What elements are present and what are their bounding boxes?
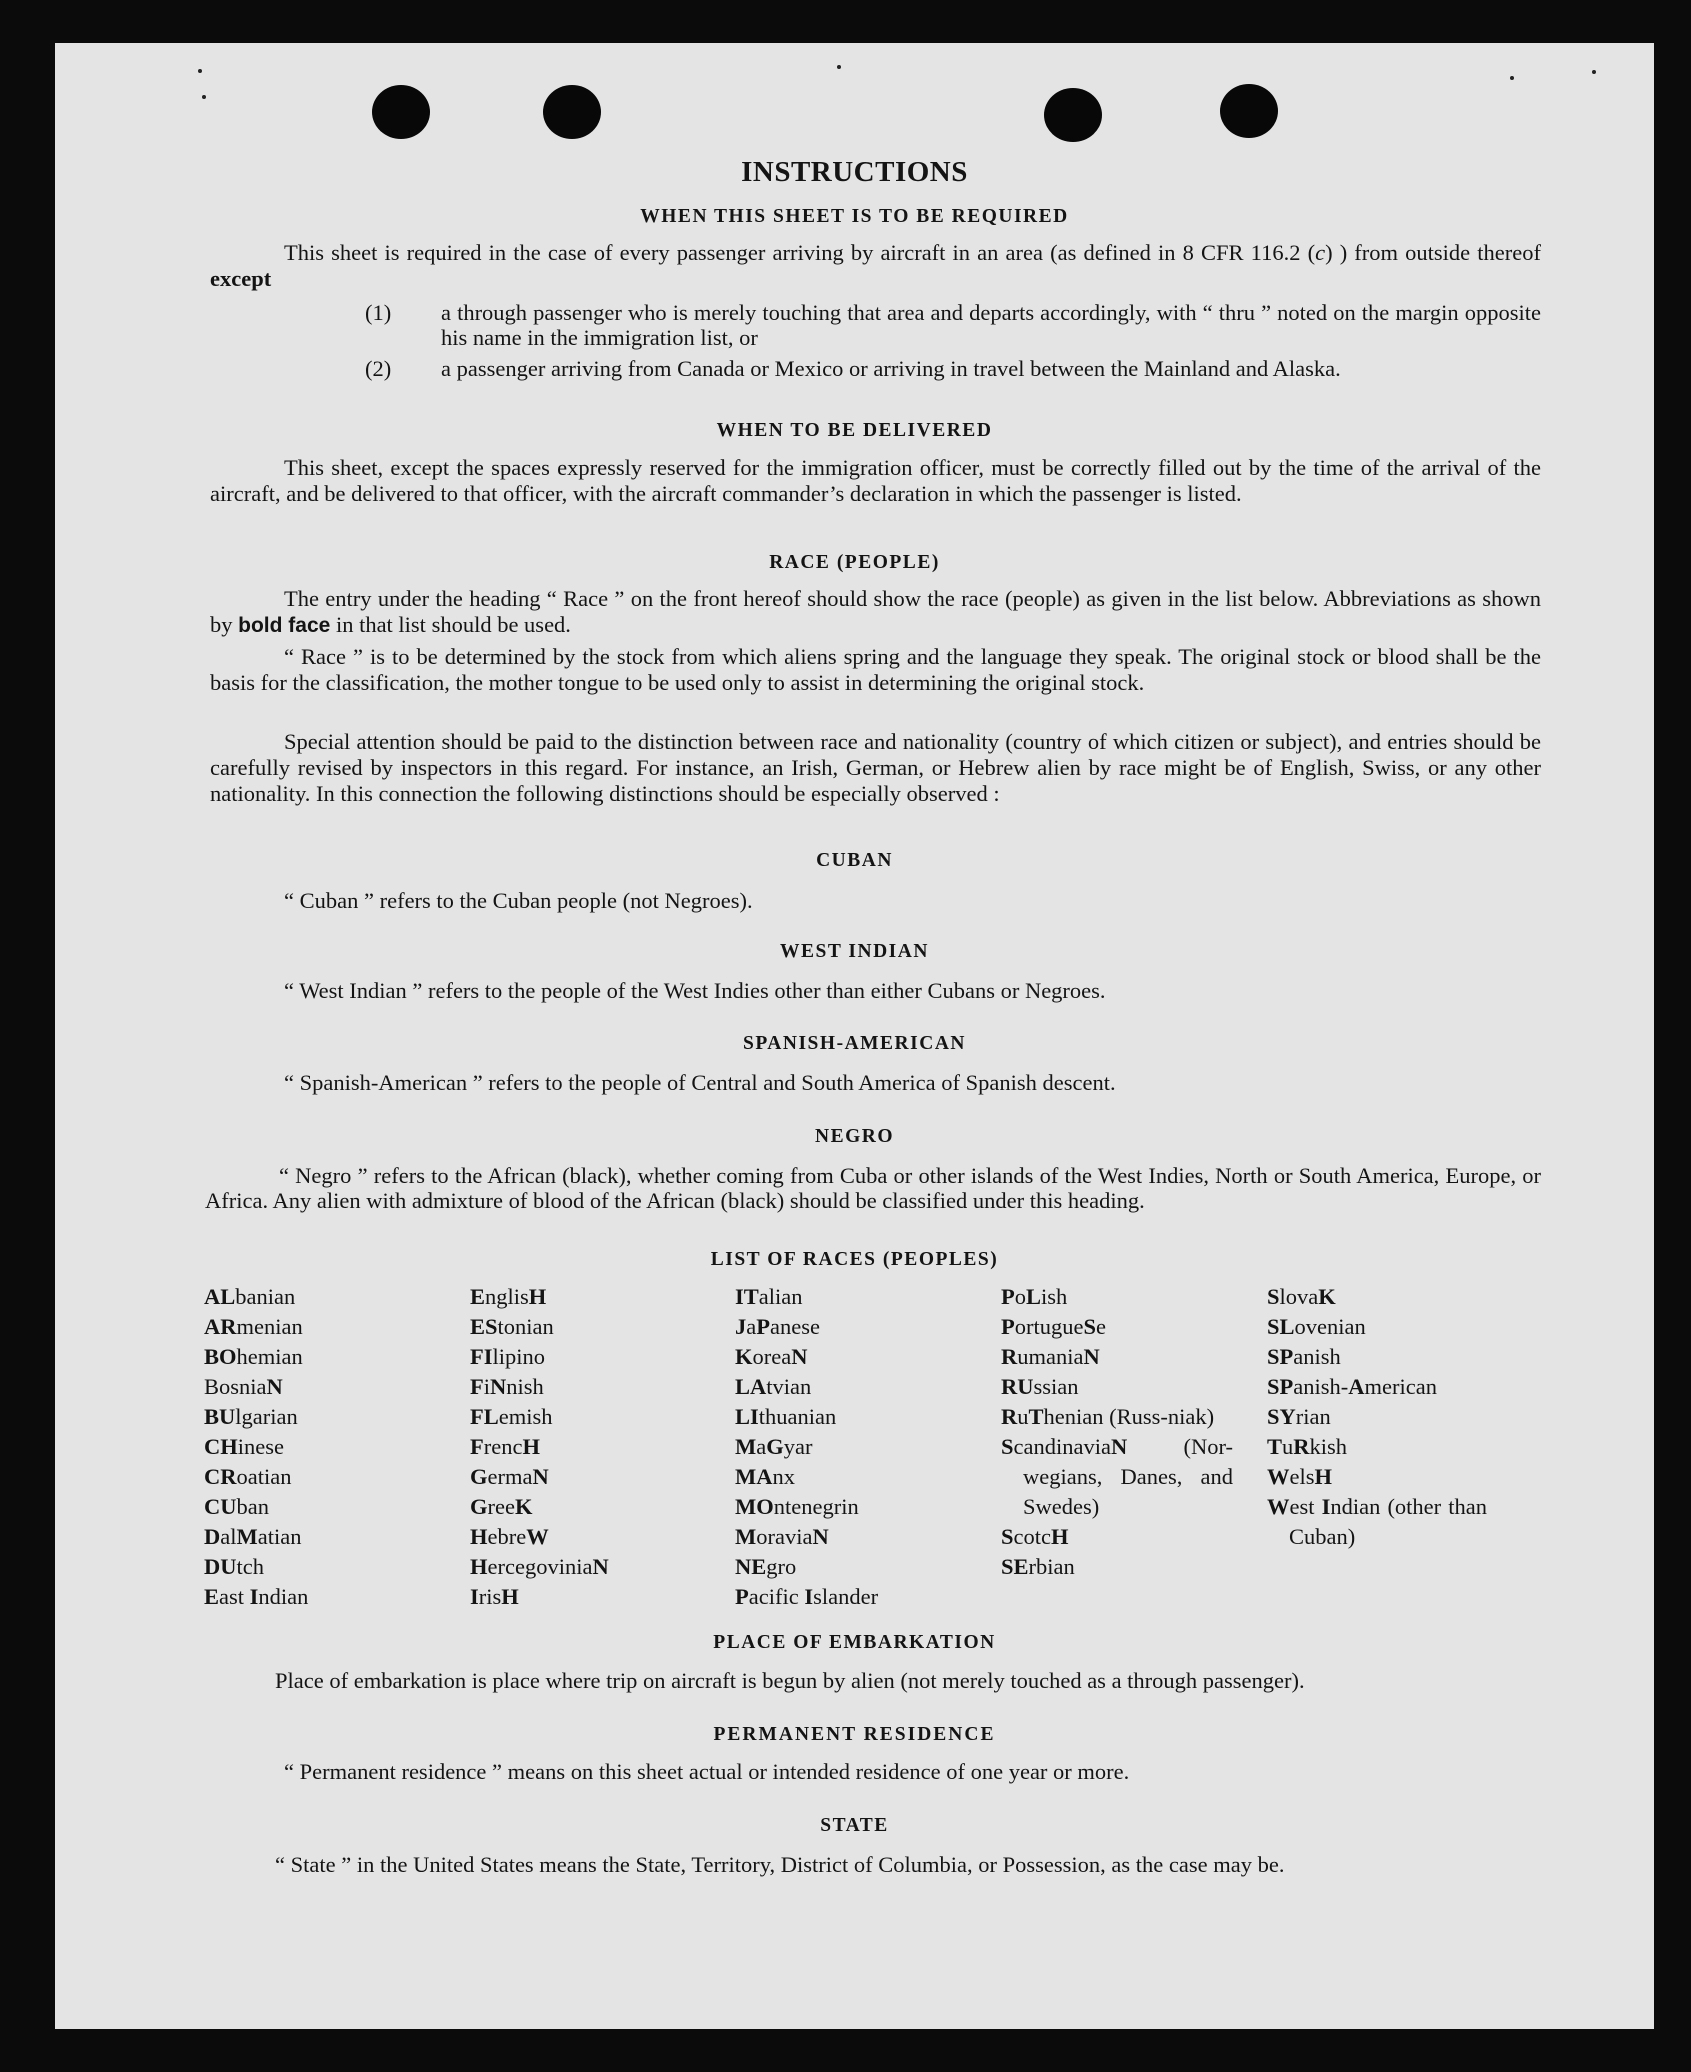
race-entry-segment: ercegovinia	[487, 1554, 593, 1579]
race-entry-segment: A	[1348, 1374, 1365, 1399]
race-entry-segment: tvian	[766, 1374, 812, 1399]
race-entry-segment: P	[1001, 1284, 1015, 1309]
race-entry-segment: CR	[204, 1464, 237, 1489]
race-entry-segment: ebre	[487, 1524, 527, 1549]
race-column	[735, 1282, 975, 1612]
race-entry-segment: M	[236, 1524, 258, 1549]
race-entry	[1001, 1432, 1233, 1522]
race-entry-segment: nish	[506, 1374, 544, 1399]
paragraph: Special attention should be paid to the distinction between race and nationality (country of which citizen or subject), and entries should be carefully revised by inspectors in this regard. For instance, an Irish, German, or Hebrew alien by race might be of English, Swiss, or any other nationality. In this connection the following distinctions should be especially observed :	[210, 729, 1541, 806]
race-entry-segment: hemian	[236, 1344, 303, 1369]
race-entry-segment: LI	[735, 1404, 759, 1429]
race-column	[204, 1282, 444, 1612]
race-entry-segment: I	[1321, 1494, 1331, 1519]
race-entry	[1267, 1402, 1487, 1432]
race-entry-segment: SY	[1267, 1404, 1296, 1429]
list-item	[365, 300, 1541, 352]
race-entry-segment: N	[490, 1374, 507, 1399]
race-entry-segment: W	[1267, 1464, 1290, 1489]
race-column	[1001, 1282, 1233, 1582]
section-heading: CUBAN	[816, 850, 893, 871]
race-entry-segment: M	[735, 1524, 757, 1549]
text-run: c	[1315, 240, 1326, 265]
race-entry-segment: alian	[758, 1284, 803, 1309]
race-entry	[1267, 1372, 1487, 1402]
race-entry-segment: E	[470, 1284, 486, 1309]
race-entry-segment: ortugue	[1014, 1314, 1084, 1339]
race-entry-segment: CH	[204, 1434, 238, 1459]
race-entry-segment: NE	[735, 1554, 767, 1579]
section-heading: WEST INDIAN	[780, 941, 929, 962]
race-entry	[470, 1492, 710, 1522]
race-entry-segment: orea	[752, 1344, 792, 1369]
race-entry	[735, 1492, 975, 1522]
race-entry-segment: banian	[235, 1284, 296, 1309]
paragraph: “ Race ” is to be determined by the stock from which aliens spring and the language they speak. The original stock or blood shall be the basis for the classification, the mother tongue to be used only to assist in determining the original stock.	[210, 644, 1541, 695]
race-entry-segment: N	[532, 1464, 549, 1489]
race-entry	[470, 1462, 710, 1492]
race-entry-segment: yar	[783, 1434, 813, 1459]
race-entry-segment: R	[1001, 1344, 1018, 1369]
race-entry	[470, 1432, 710, 1462]
race-entry-segment: MA	[735, 1464, 773, 1489]
race-entry-segment: nx	[772, 1464, 795, 1489]
section-heading: SPANISH-AMERICAN	[743, 1033, 966, 1054]
race-entry-segment: nglis	[485, 1284, 529, 1309]
item-number: (1)	[365, 300, 392, 325]
punch-hole	[1044, 88, 1102, 142]
race-entry-segment: R	[1001, 1404, 1018, 1429]
page-title: INSTRUCTIONS	[741, 156, 968, 188]
race-entry-segment: BU	[204, 1404, 236, 1429]
race-entry	[735, 1312, 975, 1342]
paragraph: “ Cuban ” refers to the Cuban people (not Negroes).	[284, 888, 753, 913]
race-entry-segment: al	[220, 1524, 237, 1549]
race-entry	[470, 1372, 710, 1402]
race-column	[470, 1282, 710, 1612]
race-entry-segment: D	[204, 1524, 221, 1549]
race-entry-segment: SL	[1267, 1314, 1295, 1339]
paragraph: “ Permanent residence ” means on this sheet actual or intended residence of one year or more.	[284, 1759, 1130, 1784]
race-entry	[1267, 1282, 1487, 1312]
race-entry	[1001, 1312, 1233, 1342]
race-entry-segment: ssian	[1033, 1374, 1079, 1399]
race-entry-segment: henian (Russ-niak)	[1043, 1404, 1215, 1429]
paragraph: “ State ” in the United States means the State, Territory, District of Columbia, or Possession, as the case may be.	[275, 1852, 1285, 1877]
race-entry	[1001, 1342, 1233, 1372]
race-entry-segment: merican	[1364, 1374, 1437, 1399]
dust-speck	[1592, 70, 1596, 74]
race-entry-segment: renc	[483, 1434, 523, 1459]
race-entry-segment: H	[528, 1284, 547, 1309]
race-entry-segment: anish	[1293, 1344, 1341, 1369]
race-entry-segment: K	[1318, 1284, 1336, 1309]
race-entry	[204, 1522, 444, 1552]
race-entry	[204, 1402, 444, 1432]
race-entry-segment: slander	[813, 1584, 879, 1609]
race-entry-segment: ndian	[258, 1584, 309, 1609]
race-entry-segment: els	[1289, 1464, 1315, 1489]
race-entry-segment: atian	[257, 1524, 302, 1549]
race-entry	[470, 1402, 710, 1432]
race-entry	[735, 1372, 975, 1402]
race-entry-segment: AR	[204, 1314, 237, 1339]
race-entry	[204, 1282, 444, 1312]
race-entry-segment: W	[526, 1524, 549, 1549]
race-entry	[1267, 1492, 1487, 1552]
race-entry-segment: BO	[204, 1344, 237, 1369]
race-entry-segment: ree	[487, 1494, 515, 1519]
race-entry	[1001, 1372, 1233, 1402]
race-entry	[1001, 1402, 1233, 1432]
race-entry	[204, 1492, 444, 1522]
document-page	[55, 43, 1654, 2029]
race-entry-segment: W	[1267, 1494, 1290, 1519]
race-entry-segment: P	[756, 1314, 770, 1339]
race-entry-segment: a	[746, 1314, 757, 1339]
race-entry-segment: P	[735, 1584, 749, 1609]
race-entry-segment: IT	[735, 1284, 759, 1309]
punch-hole	[543, 85, 601, 139]
race-entry-segment: DU	[204, 1554, 237, 1579]
item-text: a passenger arriving from Canada or Mexico or arriving in travel between the Mainland and Alaska.	[441, 356, 1341, 381]
race-entry-segment: G	[766, 1434, 784, 1459]
race-entry-segment: FI	[470, 1344, 493, 1369]
race-entry-segment: erma	[487, 1464, 533, 1489]
race-entry-segment: lipino	[492, 1344, 546, 1369]
race-entry-segment: R	[1293, 1434, 1310, 1459]
race-entry-segment: lova	[1279, 1284, 1319, 1309]
item-text: a through passenger who is merely touching that area and departs accordingly, with “ thru ” noted on the margin opposite his name in the immigration list, or	[441, 300, 1541, 350]
race-entry	[1267, 1462, 1487, 1492]
paragraph: This sheet, except the spaces expressly reserved for the immigration officer, must be correctly filled out by the time of the arrival of the aircraft, and be delivered to that officer, with the aircraft commander’s declaration in which the passenger is listed.	[210, 455, 1541, 506]
race-entry	[1267, 1432, 1487, 1462]
race-entry-segment: candinavia	[1013, 1434, 1111, 1459]
race-entry-segment: emish	[498, 1404, 553, 1429]
text-run: This sheet is required in the case of every passenger arriving by aircraft in an area (as defined in 8 CFR 116.2 (	[284, 240, 1316, 265]
race-entry-segment: inese	[237, 1434, 284, 1459]
race-entry	[470, 1282, 710, 1312]
race-entry-segment: oatian	[236, 1464, 292, 1489]
race-entry-segment: ntenegrin	[773, 1494, 859, 1519]
punch-hole	[1220, 84, 1278, 138]
race-entry-segment: rian	[1295, 1404, 1331, 1429]
race-entry-segment: S	[1267, 1284, 1280, 1309]
race-entry	[735, 1582, 975, 1612]
race-entry-segment: u	[1282, 1434, 1294, 1459]
dust-speck	[202, 95, 206, 99]
race-entry-segment: lgarian	[235, 1404, 298, 1429]
race-entry	[204, 1342, 444, 1372]
race-entry-segment: SE	[1001, 1554, 1029, 1579]
race-entry-segment: CU	[204, 1494, 237, 1519]
race-entry	[470, 1522, 710, 1552]
text-run: The entry under the heading “ Race ” on the front hereof should show the race (people) as given in the list below. Abbreviations as shown by	[210, 586, 1541, 637]
race-entry-segment: anese	[770, 1314, 820, 1339]
race-entry-segment: MO	[735, 1494, 774, 1519]
race-entry	[1001, 1282, 1233, 1312]
text-run: ) ) from outside thereof	[1325, 240, 1541, 265]
race-entry-segment: N	[791, 1344, 808, 1369]
race-entry-segment: T	[1267, 1434, 1283, 1459]
race-entry-segment: H	[470, 1524, 488, 1549]
race-entry	[204, 1552, 444, 1582]
race-entry	[470, 1582, 710, 1612]
dust-speck	[837, 65, 841, 69]
race-entry-segment: F	[470, 1374, 484, 1399]
race-entry	[204, 1582, 444, 1612]
race-entry	[1267, 1342, 1487, 1372]
race-entry	[1267, 1312, 1487, 1342]
section-heading: PERMANENT RESIDENCE	[713, 1724, 996, 1745]
race-column	[1267, 1282, 1487, 1552]
race-entry-segment: ovenian	[1294, 1314, 1366, 1339]
race-entry-segment: tonian	[497, 1314, 554, 1339]
punch-hole	[372, 85, 430, 139]
race-entry	[470, 1342, 710, 1372]
race-entry	[735, 1342, 975, 1372]
race-entry-segment: menian	[236, 1314, 303, 1339]
race-entry-segment: acific	[748, 1584, 805, 1609]
race-entry-segment: F	[470, 1434, 484, 1459]
section-heading: STATE	[820, 1815, 889, 1836]
race-entry-segment: o	[1014, 1284, 1026, 1309]
race-entry-segment: a	[756, 1434, 767, 1459]
race-entry-segment: RU	[1001, 1374, 1034, 1399]
race-entry-segment: anish-	[1293, 1374, 1349, 1399]
race-entry-segment: I	[804, 1584, 814, 1609]
race-entry-segment: LA	[735, 1374, 767, 1399]
race-entry-segment: osnia	[219, 1374, 267, 1399]
race-entry-segment: S	[1083, 1314, 1096, 1339]
race-entry-segment: cotc	[1013, 1524, 1051, 1549]
race-entry-segment: ish	[1041, 1284, 1068, 1309]
paragraph: “ West Indian ” refers to the people of the West Indies other than either Cubans or Negroes.	[284, 978, 1106, 1003]
text-run: in that list should be used.	[330, 612, 571, 637]
race-entry-segment: thuanian	[758, 1404, 837, 1429]
race-entry-segment: K	[735, 1344, 753, 1369]
race-entry-segment: SP	[1267, 1374, 1294, 1399]
race-entry-segment: SP	[1267, 1344, 1294, 1369]
race-entry-segment: ban	[236, 1494, 269, 1519]
race-entry-segment: (Nor-wegians, Danes, and Swedes)	[1023, 1434, 1233, 1519]
race-entry-segment: N	[812, 1524, 829, 1549]
paragraph: Place of embarkation is place where trip on aircraft is begun by alien (not merely touched as a through passenger).	[275, 1668, 1305, 1693]
section-heading: WHEN THIS SHEET IS TO BE REQUIRED	[640, 206, 1069, 227]
race-entry-segment: N	[1110, 1434, 1128, 1459]
section-heading: PLACE OF EMBARKATION	[713, 1632, 996, 1653]
race-entry-segment: S	[1001, 1434, 1014, 1459]
text-run: bold face	[238, 614, 331, 637]
race-entry-segment: T	[1028, 1404, 1044, 1429]
race-entry-segment: N	[266, 1374, 283, 1399]
race-entry-segment: FL	[470, 1404, 499, 1429]
race-entry	[470, 1552, 710, 1582]
race-entry	[1001, 1552, 1233, 1582]
race-entry-segment: H	[522, 1434, 540, 1459]
race-entry-segment: oravia	[756, 1524, 813, 1549]
race-entry-segment: G	[470, 1494, 488, 1519]
race-entry-segment: AL	[204, 1284, 236, 1309]
race-entry	[735, 1282, 975, 1312]
race-entry-segment: H	[1314, 1464, 1333, 1489]
race-entry-segment: E	[204, 1584, 220, 1609]
race-entry	[470, 1312, 710, 1342]
race-entry-segment: I	[470, 1584, 479, 1609]
race-entry	[204, 1312, 444, 1342]
dust-speck	[198, 69, 202, 73]
list-item	[365, 356, 1541, 408]
race-entry-segment: ndian (other than Cuban)	[1289, 1494, 1487, 1549]
race-entry-segment: K	[514, 1494, 533, 1519]
race-entry-segment: H	[501, 1584, 519, 1609]
race-entry-segment: ris	[478, 1584, 502, 1609]
paragraph: “ Negro ” refers to the African (black), whether coming from Cuba or other islands of the West Indies, North or South America, Europe, or Africa. Any alien with admixture of blood of the African (black) should be classified under this heading.	[205, 1163, 1541, 1213]
section-heading: NEGRO	[814, 1126, 894, 1147]
race-entry-segment: N	[592, 1554, 609, 1579]
race-entry	[204, 1462, 444, 1492]
race-entry-segment: B	[204, 1374, 220, 1399]
race-entry-segment: ES	[470, 1314, 498, 1339]
race-entry-segment: G	[470, 1464, 488, 1489]
item-number: (2)	[365, 356, 392, 381]
race-entry-segment: H	[470, 1554, 488, 1579]
race-entry-segment: est	[1289, 1494, 1322, 1519]
section-heading: WHEN TO BE DELIVERED	[716, 420, 993, 441]
race-entry-segment: H	[1051, 1524, 1069, 1549]
section-heading: RACE (PEOPLE)	[769, 552, 940, 573]
dust-speck	[1510, 76, 1514, 80]
race-entry	[735, 1462, 975, 1492]
race-entry	[204, 1372, 444, 1402]
race-entry-segment: M	[735, 1434, 757, 1459]
race-entry-segment: rbian	[1028, 1554, 1075, 1579]
race-entry	[735, 1552, 975, 1582]
race-entry	[204, 1432, 444, 1462]
race-entry	[735, 1402, 975, 1432]
paragraph	[210, 586, 1541, 639]
race-entry-segment: J	[735, 1314, 747, 1339]
race-entry-segment: gro	[766, 1554, 797, 1579]
race-entry-segment: umania	[1017, 1344, 1084, 1369]
text-run: except	[210, 266, 272, 291]
race-entry	[735, 1432, 975, 1462]
race-entry-segment: L	[1026, 1284, 1042, 1309]
race-entry-segment: u	[1017, 1404, 1029, 1429]
race-entry-segment: i	[483, 1374, 491, 1399]
race-entry-segment: I	[249, 1584, 259, 1609]
race-entry	[1001, 1522, 1233, 1552]
race-entry-segment: e	[1096, 1314, 1106, 1339]
race-entry	[735, 1522, 975, 1552]
race-entry-segment: tch	[236, 1554, 264, 1579]
paragraph: “ Spanish-American ” refers to the people of Central and South America of Spanish descent.	[284, 1070, 1116, 1095]
race-entry-segment: N	[1083, 1344, 1100, 1369]
race-entry-segment: kish	[1309, 1434, 1348, 1459]
race-entry-segment: P	[1001, 1314, 1015, 1339]
race-entry-segment: ast	[219, 1584, 250, 1609]
paragraph	[210, 240, 1541, 292]
race-entry-segment: S	[1001, 1524, 1014, 1549]
section-heading: LIST OF RACES (PEOPLES)	[710, 1249, 999, 1270]
